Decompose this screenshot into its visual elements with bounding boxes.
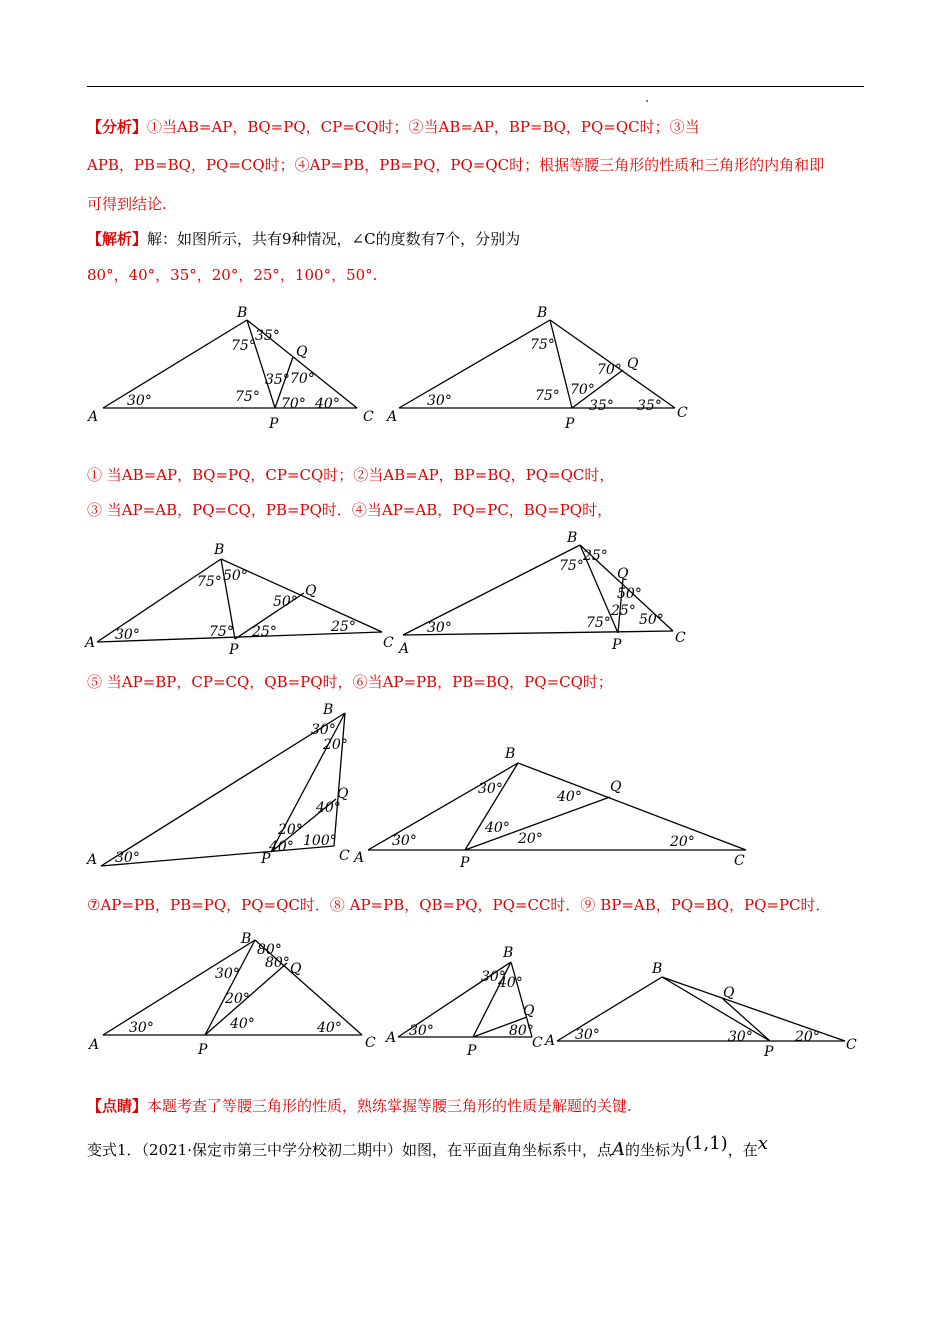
fig9-angle-0: 30° (575, 1027, 600, 1043)
fig7-angle-6: 40° (317, 1020, 342, 1036)
fig1-label-C: C (363, 409, 374, 425)
fig7-label-B: B (241, 931, 252, 947)
fig3-angle-4: 75° (209, 624, 234, 640)
fig4-label-B: B (567, 530, 578, 546)
fig2-label-Q: Q (627, 356, 639, 372)
fig7-label-A: A (89, 1037, 100, 1053)
fig4-angle-1: 75° (559, 558, 584, 574)
fig4-angle-4: 25° (611, 603, 636, 619)
fig4-angle-2: 25° (583, 548, 608, 564)
fig7-label-Q: Q (290, 961, 302, 977)
fig9-label-Q: Q (723, 985, 735, 1001)
caption-7-8-9: ⑦AP=PB，PB=PQ，PQ=QC时．⑧ AP=PB，QB=PQ，PQ=CC时．⑨ BP=AB，PQ=BQ，PQ=PC时． (87, 896, 831, 914)
fig6-angle-0: 30° (392, 833, 417, 849)
fig5-label-A: A (87, 852, 98, 868)
fig5-angle-4: 20° (278, 822, 303, 838)
fig1-label-Q: Q (296, 344, 308, 360)
figure-6 (350, 740, 760, 870)
fig8-label-Q: Q (523, 1003, 535, 1019)
fig2-label-C: C (677, 405, 688, 421)
fig5-angle-6: 100° (303, 833, 337, 849)
fig2-angle-5: 35° (589, 398, 614, 414)
fig3-angle-6: 25° (331, 619, 356, 635)
fig5-angle-2: 20° (323, 737, 348, 753)
figure-9 (545, 955, 865, 1065)
fig2-angle-0: 30° (427, 393, 452, 409)
fig1-angle-1: 75° (231, 338, 256, 354)
fig8-angle-3: 80° (509, 1023, 534, 1039)
fig6-angle-4: 20° (518, 831, 543, 847)
fig3-angle-0: 30° (115, 627, 140, 643)
fig8-label-C: C (532, 1035, 543, 1051)
fig4-label-A: A (399, 641, 410, 657)
fig2-angle-3: 70° (570, 382, 595, 398)
fig8-label-P: P (467, 1043, 477, 1059)
fig5-label-C: C (339, 848, 350, 864)
fig9-label-C: C (846, 1037, 857, 1053)
fig2-label-A: A (387, 409, 398, 425)
fig1-angle-4: 35° (265, 372, 290, 388)
fig7-angle-5: 40° (230, 1016, 255, 1032)
fig6-angle-2: 40° (557, 789, 582, 805)
fig6-angle-5: 20° (670, 834, 695, 850)
figure-7 (85, 925, 385, 1058)
fig8-label-B: B (503, 945, 514, 961)
fig1-angle-0: 30° (127, 393, 152, 409)
figure-4 (395, 525, 705, 655)
fig5-label-P: P (261, 851, 271, 867)
comment-tag: 【点睛】 (87, 1097, 148, 1115)
variant-var: x (757, 1133, 768, 1154)
figure-1 (85, 300, 385, 430)
fig5-angle-0: 30° (115, 850, 140, 866)
fig6-angle-3: 40° (485, 820, 510, 836)
fig5-angle-1: 30° (311, 722, 336, 738)
fig1-label-A: A (88, 409, 99, 425)
fig3-label-C: C (383, 635, 394, 651)
fig9-angle-2: 20° (795, 1029, 820, 1045)
caption-5-6: ⑤ 当AP=BP，CP=CQ，QB=PQ时，⑥当AP=PB，PB=BQ，PQ=CQ时； (87, 673, 613, 691)
fig1-label-B: B (237, 305, 248, 321)
fig3-angle-3: 50° (273, 594, 298, 610)
solution-line-1 (87, 229, 520, 249)
caption-1-2: ① 当AB=AP，BQ=PQ，CP=CQ时；②当AB=AP，BP=BQ，PQ=QC时， (87, 466, 615, 484)
fig4-angle-0: 30° (427, 620, 452, 636)
fig4-angle-6: 50° (639, 612, 664, 628)
fig7-angle-1: 80° (265, 955, 290, 971)
fig1-angle-5: 70° (290, 371, 315, 387)
fig6-label-Q: Q (610, 779, 622, 795)
fig4-label-P: P (612, 637, 622, 653)
header-dot (646, 100, 648, 102)
fig5-label-Q: Q (337, 786, 349, 802)
analysis-text-1: ①当AB=AP，BQ=PQ，CP=CQ时；②当AB=AP，BP=BQ，PQ=QC时；③当 (147, 118, 700, 136)
variant-prefix: 变式1．（2021·保定市第三中学分校初二期中）如图，在平面直角坐标系中，点 (87, 1141, 612, 1159)
fig2-angle-6: 35° (637, 398, 662, 414)
figure-5 (85, 700, 360, 870)
fig5-angle-3: 40° (316, 800, 341, 816)
analysis-line-1 (87, 117, 700, 137)
fig8-angle-0: 30° (409, 1023, 434, 1039)
solution-line-2: 80°，40°，35°，20°，25°，100°，50°. (87, 266, 378, 284)
comment-line (87, 1096, 632, 1116)
fig8-label-A: A (386, 1030, 397, 1046)
fig2-label-B: B (537, 305, 548, 321)
variant-point: A (612, 1139, 625, 1160)
fig8-angle-2: 30° (481, 969, 506, 985)
fig7-label-P: P (198, 1042, 208, 1058)
fig6-label-P: P (460, 855, 470, 871)
header-rule (87, 86, 864, 87)
variant-suffix: ，在 (727, 1141, 758, 1159)
fig2-angle-4: 70° (597, 362, 622, 378)
fig9-angle-1: 30° (728, 1029, 753, 1045)
fig8-angle-1: 40° (498, 975, 523, 991)
solution-tag: 【解析】 (87, 230, 148, 248)
figure-2 (385, 300, 695, 430)
fig6-label-B: B (505, 746, 516, 762)
analysis-line-2: APB，PB=BQ，PQ=CQ时；④AP=PB，PB=PQ，PQ=QC时；根据等腰三角形的性质和三角形的内角和即 (87, 156, 825, 174)
solution-text-1: 解：如图所示，共有9种情况，∠C的度数有7个，分别为 (147, 230, 521, 248)
fig4-label-Q: Q (617, 566, 629, 582)
fig6-label-A: A (354, 850, 365, 866)
fig1-angle-6: 70° (281, 396, 306, 412)
fig2-angle-1: 75° (530, 337, 555, 353)
fig3-label-B: B (214, 542, 225, 558)
fig7-angle-3: 20° (225, 991, 250, 1007)
comment-text: 本题考查了等腰三角形的性质，熟练掌握等腰三角形的性质是解题的关键. (147, 1097, 632, 1115)
fig6-angle-1: 30° (478, 781, 503, 797)
fig5-angle-5: 40° (269, 839, 294, 855)
figure-8 (385, 940, 555, 1060)
fig7-angle-0: 80° (257, 942, 282, 958)
fig1-label-P: P (269, 416, 279, 432)
fig5-label-B: B (323, 702, 334, 718)
fig4-angle-3: 50° (617, 586, 642, 602)
fig1-angle-7: 40° (315, 396, 340, 412)
fig2-angle-2: 75° (535, 388, 560, 404)
fig2-label-P: P (565, 416, 575, 432)
variant-coord: (1,1) (685, 1133, 728, 1154)
analysis-line-3: 可得到结论. (87, 195, 167, 213)
fig3-label-P: P (229, 642, 239, 658)
fig1-angle-2: 35° (255, 328, 280, 344)
variant-line (87, 1133, 768, 1160)
fig7-angle-2: 30° (215, 966, 240, 982)
caption-3-4: ③ 当AP=AB，PQ=CQ，PB=PQ时．④当AP=AB，PQ=PC，BQ=PQ时， (87, 501, 613, 519)
fig4-angle-5: 75° (586, 615, 611, 631)
fig3-label-Q: Q (305, 583, 317, 599)
fig1-angle-3: 75° (235, 389, 260, 405)
fig7-label-C: C (365, 1035, 376, 1051)
fig7-angle-4: 30° (129, 1020, 154, 1036)
fig9-label-P: P (764, 1044, 774, 1060)
fig3-angle-5: 25° (252, 624, 277, 640)
fig9-label-A: A (545, 1033, 556, 1049)
fig6-label-C: C (734, 853, 745, 869)
fig4-label-C: C (675, 630, 686, 646)
fig3-angle-2: 50° (223, 568, 248, 584)
fig3-label-A: A (85, 635, 96, 651)
variant-mid: 的坐标为 (625, 1141, 686, 1159)
fig3-angle-1: 75° (197, 574, 222, 590)
analysis-tag: 【分析】 (87, 118, 148, 136)
figure-3 (85, 535, 395, 660)
fig9-label-B: B (652, 961, 663, 977)
